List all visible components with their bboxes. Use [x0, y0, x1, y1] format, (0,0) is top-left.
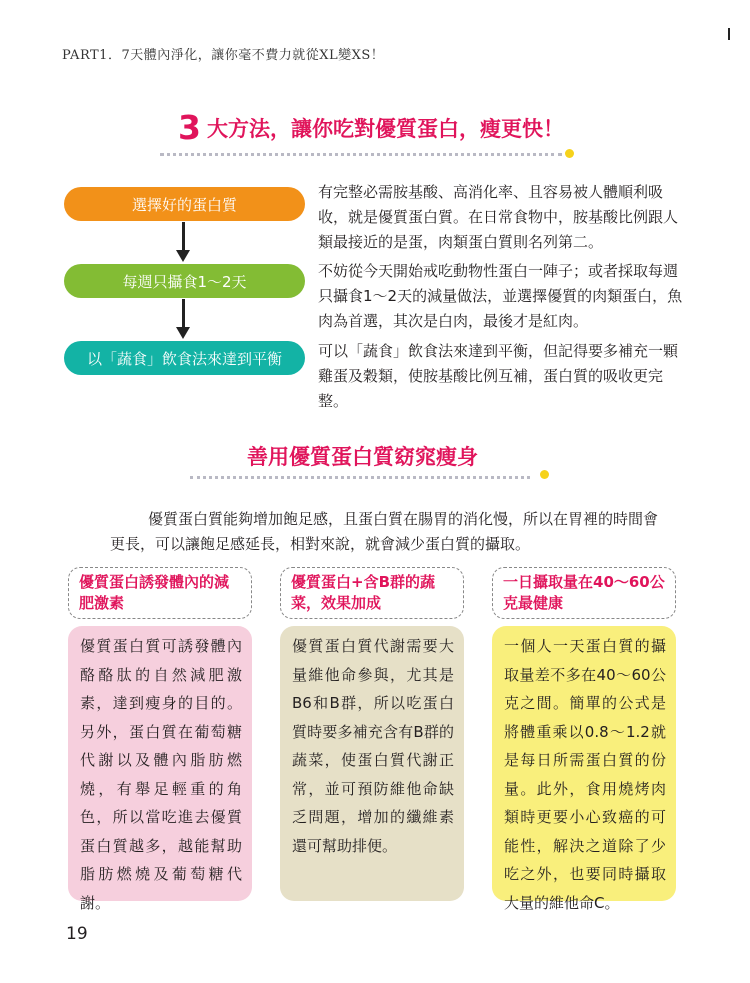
arrow-down-icon: [176, 327, 190, 339]
page-number: 19: [66, 924, 88, 944]
section2-intro: 優質蛋白質能夠增加飽足感，且蛋白質在腸胃的消化慢，所以在胃裡的時間會更長，可以讓飽足感延長，相對來說，就會減少蛋白質的攝取。: [110, 510, 659, 553]
step-pill-1: 選擇好的蛋白質: [64, 187, 305, 221]
step-pill-3: 以「蔬食」飲食法來達到平衡: [64, 341, 305, 375]
title-dotted-underline: [160, 153, 562, 156]
section2-title: 善用優質蛋白質窈窕瘦身: [247, 445, 478, 469]
arrow-down-icon: [176, 250, 190, 262]
flow-arrow-1: [182, 222, 185, 252]
box1-heading: 優質蛋白誘發體內的減肥激素: [68, 567, 252, 619]
running-header: PART1．7天體內淨化，讓你毫不費力就從XL變XS！: [62, 48, 385, 63]
box3-body: 一個人一天蛋白質的攝取量差不多在40～60公克之間。簡單的公式是將體重乘以0.8～1.2就是每日所需蛋白質的份量。此外，食用燒烤肉類時更要小心致癌的可能性，解決之道除了少吃之外，也要同時攝取大量的維他命C。: [492, 626, 676, 901]
section2-dotted-underline: [190, 476, 530, 479]
box3-heading: 一日攝取量在40～60公克最健康: [492, 567, 676, 619]
box1-body: 優質蛋白質可誘發體內酪酪肽的自然減肥激素，達到瘦身的目的。另外，蛋白質在葡萄糖代謝以及體內脂肪燃燒，有舉足輕重的角色，所以當吃進去優質蛋白質越多，越能幫助脂肪燃燒及葡萄糖代謝。: [68, 626, 252, 901]
section1-title-number: 3: [178, 108, 201, 147]
step-pill-2: 每週只攝食1～2天: [64, 264, 305, 298]
box2-heading: 優質蛋白+含B群的蔬菜，效果加成: [280, 567, 464, 619]
crop-mark: [728, 28, 730, 40]
section1-title-text: 大方法，讓你吃對優質蛋白，瘦更快！: [206, 117, 564, 141]
box2-body: 優質蛋白質代謝需要大量維他命參與，尤其是B6和B群，所以吃蛋白質時要多補充含有B群的蔬菜，使蛋白質代謝正常，並可預防維他命缺乏問題，增加的纖維素還可幫助排便。: [280, 626, 464, 901]
step-text-1: 有完整必需胺基酸、高消化率、且容易被人體順利吸收，就是優質蛋白質。在日常食物中，胺基酸比例跟人類最接近的是蛋，肉類蛋白質則名列第二。: [318, 183, 679, 251]
flow-arrow-2: [182, 299, 185, 329]
step-text-2: 不妨從今天開始戒吃動物性蛋白一陣子；或者採取每週只攝食1～2天的減量做法，並選擇優質的肉類蛋白，魚肉為首選，其次是白肉，最後才是紅肉。: [318, 262, 683, 330]
section2-yellow-dot: [540, 470, 549, 479]
section1-title: [178, 108, 564, 147]
title-yellow-dot: [565, 149, 574, 158]
step-text-3: 可以「蔬食」飲食法來達到平衡，但記得要多補充一顆雞蛋及穀類，使胺基酸比例互補，蛋白質的吸收更完整。: [318, 342, 679, 410]
